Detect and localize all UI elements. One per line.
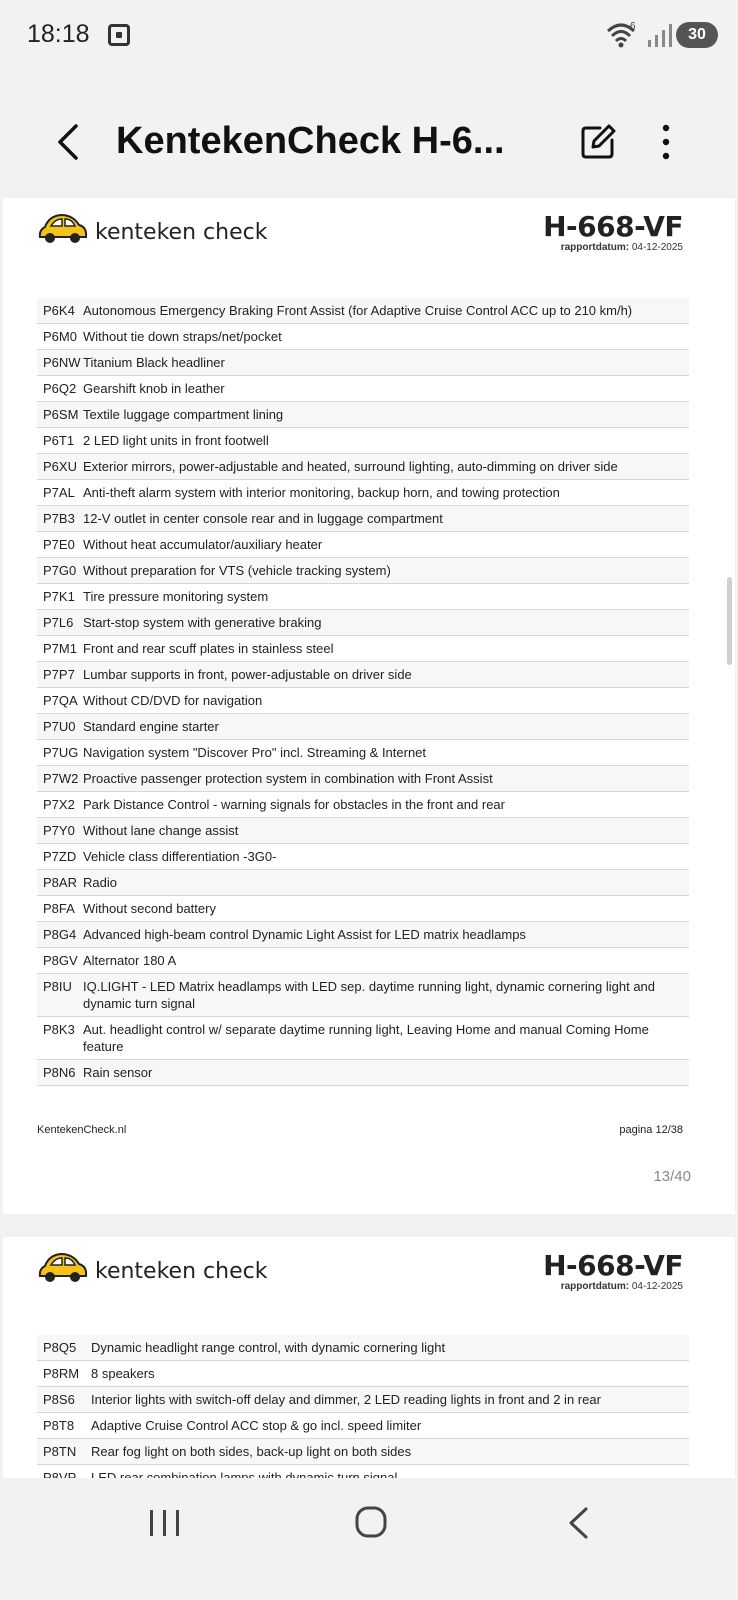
option-description: Rain sensor (83, 1065, 153, 1080)
option-description: Without lane change assist (83, 823, 239, 838)
table-row (37, 402, 689, 428)
table-row (37, 870, 689, 896)
option-description: Without CD/DVD for navigation (83, 693, 263, 708)
option-code: P6NW (43, 355, 81, 370)
table-row (37, 1413, 689, 1439)
option-code: P6XU (43, 459, 77, 474)
brand-name: kenteken check (95, 220, 268, 245)
option-description: IQ.LIGHT - LED Matrix headlamps with LED sep. daytime running light, dynamic cornering light and dynamic turn signal (83, 979, 656, 1011)
table-row (37, 818, 689, 844)
option-description: Gearshift knob in leather (83, 381, 225, 396)
option-code: P8N6 (43, 1065, 76, 1080)
option-description: Vehicle class differentiation -3G0- (83, 849, 277, 864)
document-page-1[interactable] (3, 198, 735, 1214)
table-row (37, 350, 689, 376)
option-description: Titanium Black headliner (83, 355, 225, 370)
recent-apps-icon[interactable] (148, 1508, 182, 1538)
status-bar (0, 0, 738, 70)
option-code: P8IU (43, 979, 72, 994)
battery-indicator: 30 (676, 22, 718, 48)
report-date-label: rapportdatum: (560, 1281, 630, 1292)
table-row (37, 844, 689, 870)
table-row (37, 298, 689, 324)
system-nav-bar (0, 1478, 738, 1600)
option-description: Rear fog light on both sides, back-up light on both sides (91, 1444, 412, 1459)
option-code: P8T8 (43, 1418, 75, 1433)
option-code: P8G4 (43, 927, 77, 942)
footer-site: KentekenCheck.nl (37, 1124, 127, 1136)
option-description: Without second battery (83, 901, 216, 916)
option-description: 8 speakers (91, 1366, 155, 1381)
option-description: Textile luggage compartment lining (83, 407, 284, 422)
more-vert-icon[interactable] (656, 122, 676, 162)
option-code: P6M0 (43, 329, 77, 344)
table-row (37, 532, 689, 558)
license-plate: H-668-VF (543, 1249, 683, 1282)
table-row (37, 922, 689, 948)
option-description: Proactive passenger protection system in combination with Front Assist (83, 771, 493, 786)
table-row (37, 1361, 689, 1387)
options-table (37, 1335, 689, 1491)
option-code: P6SM (43, 407, 79, 422)
footer-page-number: pagina 12/38 (619, 1124, 683, 1136)
table-row (37, 740, 689, 766)
table-row (37, 610, 689, 636)
license-plate: H-668-VF (543, 210, 683, 243)
option-code: P7G0 (43, 563, 77, 578)
wifi-badge: 6 (630, 21, 636, 32)
option-description: Aut. headlight control w/ separate daytime running light, Leaving Home and manual Coming Home feature (83, 1022, 649, 1054)
app-bar (0, 70, 738, 190)
option-code: P8FA (43, 901, 75, 916)
table-row (37, 766, 689, 792)
option-description: Without heat accumulator/auxiliary heater (83, 537, 323, 552)
option-description: Start-stop system with generative braking (83, 615, 322, 630)
option-description: Park Distance Control - warning signals for obstacles in the front and rear (83, 797, 505, 812)
option-code: P8K3 (43, 1022, 75, 1037)
status-time: 18:18 (27, 20, 90, 48)
wifi-icon (606, 20, 638, 48)
table-row (37, 974, 689, 1017)
table-row (37, 896, 689, 922)
option-code: P7L6 (43, 615, 74, 630)
table-row (37, 948, 689, 974)
option-description: 2 LED light units in front footwell (83, 433, 269, 448)
option-description: Tire pressure monitoring system (83, 589, 269, 604)
option-code: P8S6 (43, 1392, 75, 1407)
option-code: P8RM (43, 1366, 80, 1381)
option-code: P7UG (43, 745, 79, 760)
back-icon[interactable] (566, 1506, 590, 1540)
option-description: Exterior mirrors, power-adjustable and heated, surround lighting, auto-dimming on driver side (83, 459, 618, 474)
table-row (37, 376, 689, 402)
option-description: Alternator 180 A (83, 953, 177, 968)
option-code: P7P7 (43, 667, 75, 682)
page-title: KentekenCheck H-6... (116, 120, 505, 162)
option-description: Without tie down straps/net/pocket (83, 329, 282, 344)
option-code: P7QA (43, 693, 78, 708)
page-counter: 13/40 (653, 1168, 691, 1185)
option-code: P6K4 (43, 303, 75, 318)
table-row (37, 688, 689, 714)
option-description: Adaptive Cruise Control ACC stop & go incl. speed limiter (91, 1418, 422, 1433)
option-description: Autonomous Emergency Braking Front Assist (for Adaptive Cruise Control ACC up to 210 km/h) (83, 303, 633, 318)
report-date-value: 04-12-2025 (631, 242, 683, 253)
table-row (37, 636, 689, 662)
car-logo-icon (37, 210, 89, 246)
option-description: Dynamic headlight range control, with dynamic cornering light (91, 1340, 446, 1355)
option-code: P8TN (43, 1444, 77, 1459)
table-row (37, 1335, 689, 1361)
scrollbar-thumb[interactable] (727, 577, 732, 665)
edit-icon[interactable] (578, 122, 618, 162)
option-description: Lumbar supports in front, power-adjustable on driver side (83, 667, 412, 682)
option-description: Advanced high-beam control Dynamic Light Assist for LED matrix headlamps (83, 927, 526, 942)
option-code: P7U0 (43, 719, 76, 734)
report-date (561, 1281, 683, 1292)
option-code: P7W2 (43, 771, 79, 786)
report-date (561, 242, 683, 253)
table-row (37, 324, 689, 350)
option-code: P7K1 (43, 589, 75, 604)
option-description: Navigation system "Discover Pro" incl. Streaming & Internet (83, 745, 427, 760)
table-row (37, 662, 689, 688)
option-code: P7X2 (43, 797, 75, 812)
table-row (37, 1060, 689, 1086)
table-row (37, 454, 689, 480)
table-row (37, 558, 689, 584)
signal-icon (646, 22, 674, 48)
option-code: P7B3 (43, 511, 75, 526)
option-description: Without preparation for VTS (vehicle tracking system) (83, 563, 391, 578)
option-code: P6Q2 (43, 381, 77, 396)
document-page-2[interactable] (3, 1237, 735, 1500)
screenshot-icon (108, 24, 130, 46)
table-row (37, 584, 689, 610)
option-description: Anti-theft alarm system with interior monitoring, backup horn, and towing protection (83, 485, 560, 500)
brand-name: kenteken check (95, 1259, 268, 1284)
back-arrow-icon[interactable] (50, 120, 86, 164)
option-code: P7ZD (43, 849, 77, 864)
option-code: P7M1 (43, 641, 77, 656)
option-description: Interior lights with switch-off delay and dimmer, 2 LED reading lights in front and 2 in rear (91, 1392, 601, 1407)
table-row (37, 714, 689, 740)
option-description: 12-V outlet in center console rear and in luggage compartment (83, 511, 443, 526)
table-row (37, 506, 689, 532)
table-row (37, 1017, 689, 1060)
option-code: P7Y0 (43, 823, 75, 838)
table-row (37, 792, 689, 818)
option-code: P8Q5 (43, 1340, 77, 1355)
option-code: P8AR (43, 875, 77, 890)
options-table (37, 298, 689, 1086)
option-description: Standard engine starter (83, 719, 219, 734)
option-description: Radio (83, 875, 117, 890)
report-date-label: rapportdatum: (560, 242, 630, 253)
option-code: P6T1 (43, 433, 75, 448)
option-description: Front and rear scuff plates in stainless steel (83, 641, 334, 656)
home-icon[interactable] (354, 1504, 388, 1540)
car-logo-icon (37, 1249, 89, 1285)
table-row (37, 1439, 689, 1465)
table-row (37, 480, 689, 506)
table-row (37, 428, 689, 454)
option-code: P7AL (43, 485, 75, 500)
option-code: P8GV (43, 953, 78, 968)
option-code: P7E0 (43, 537, 75, 552)
table-row (37, 1387, 689, 1413)
report-date-value: 04-12-2025 (631, 1281, 683, 1292)
